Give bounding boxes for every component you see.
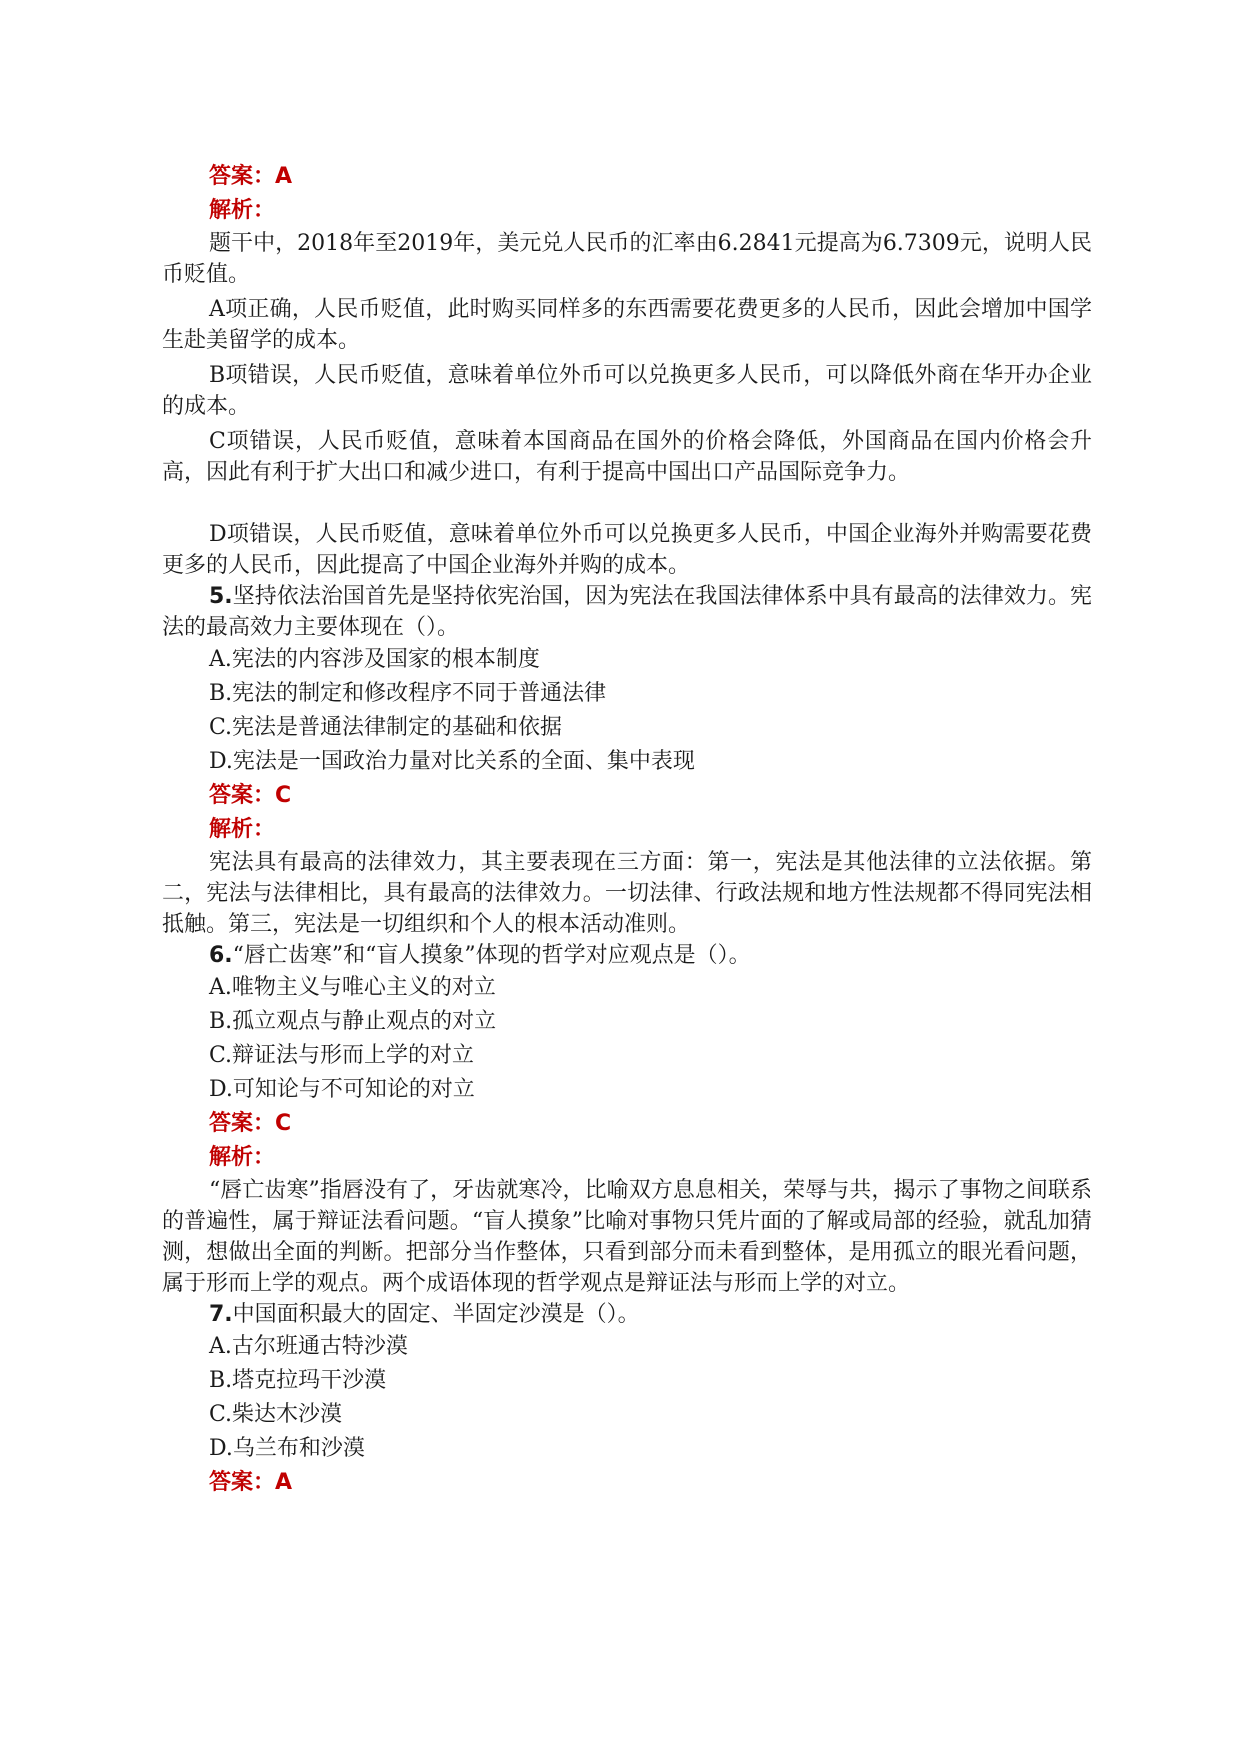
- option-b: B.塔克拉玛干沙漠: [209, 1368, 387, 1393]
- answer-label: 答案：C: [209, 783, 292, 808]
- option-b: B.孤立观点与静止观点的对立: [209, 1009, 497, 1034]
- question-number: 6.: [209, 943, 233, 968]
- analysis-label: 解析：: [209, 817, 276, 842]
- question-7: [162, 1299, 1092, 1330]
- question-number: 5.: [209, 584, 233, 609]
- answer-label: 答案：A: [209, 1470, 293, 1495]
- question-6: [162, 940, 1092, 971]
- analysis-paragraph: A项正确，人民币贬值，此时购买同样多的东西需要花费更多的人民币，因此会增加中国学生赴美留学的成本。: [162, 297, 1092, 353]
- question-stem: “唇亡齿寒”和“盲人摸象”体现的哲学对应观点是（）。: [232, 943, 751, 968]
- analysis-paragraph: 题干中，2018年至2019年，美元兑人民币的汇率由6.2841元提高为6.7309元，说明人民币贬值。: [162, 231, 1092, 287]
- analysis-paragraph: C项错误，人民币贬值，意味着本国商品在国外的价格会降低，外国商品在国内价格会升高，因此有利于扩大出口和减少进口，有利于提高中国出口产品国际竞争力。: [162, 429, 1092, 485]
- question-stem: 坚持依法治国首先是坚持依宪治国，因为宪法在我国法律体系中具有最高的法律效力。宪法的最高效力主要体现在（）。: [162, 584, 1092, 640]
- option-d: D.乌兰布和沙漠: [209, 1436, 365, 1461]
- analysis-label: 解析：: [209, 1145, 276, 1170]
- option-c: C.辩证法与形而上学的对立: [209, 1043, 475, 1068]
- analysis-paragraph: “唇亡齿寒”指唇没有了，牙齿就寒冷，比喻双方息息相关，荣辱与共，揭示了事物之间联系的普遍性，属于辩证法看问题。“盲人摸象”比喻对事物只凭片面的了解或局部的经验，就乱加猜测，想做出全面的判断。把部分当作整体，只看到部分而未看到整体，是用孤立的眼光看问题，属于形而上学的观点。两个成语体现的哲学观点是辩证法与形而上学的对立。: [162, 1178, 1092, 1296]
- option-b: B.宪法的制定和修改程序不同于普通法律: [209, 681, 607, 706]
- option-a: A.唯物主义与唯心主义的对立: [209, 975, 496, 1000]
- analysis-paragraph: 宪法具有最高的法律效力，其主要表现在三方面：第一，宪法是其他法律的立法依据。第二，宪法与法律相比，具有最高的法律效力。一切法律、行政法规和地方性法规都不得同宪法相抵触。第三，宪法是一切组织和个人的根本活动准则。: [162, 850, 1092, 937]
- question-stem: 中国面积最大的固定、半固定沙漠是（）。: [232, 1302, 640, 1327]
- analysis-paragraph: B项错误，人民币贬值，意味着单位外币可以兑换更多人民币，可以降低外商在华开办企业的成本。: [162, 363, 1092, 419]
- option-c: C.宪法是普通法律制定的基础和依据: [209, 715, 563, 740]
- document-page: [162, 160, 1092, 1500]
- question-number: 7.: [209, 1302, 233, 1327]
- answer-label: 答案：A: [209, 164, 293, 189]
- question-5: [162, 581, 1092, 643]
- option-d: D.宪法是一国政治力量对比关系的全面、集中表现: [209, 749, 695, 774]
- analysis-label: 解析：: [209, 198, 276, 223]
- option-d: D.可知论与不可知论的对立: [209, 1077, 475, 1102]
- option-c: C.柴达木沙漠: [209, 1402, 343, 1427]
- answer-label: 答案：C: [209, 1111, 292, 1136]
- analysis-paragraph: D项错误，人民币贬值，意味着单位外币可以兑换更多人民币，中国企业海外并购需要花费更多的人民币，因此提高了中国企业海外并购的成本。: [162, 522, 1092, 578]
- option-a: A.古尔班通古特沙漠: [209, 1334, 408, 1359]
- option-a: A.宪法的内容涉及国家的根本制度: [209, 647, 540, 672]
